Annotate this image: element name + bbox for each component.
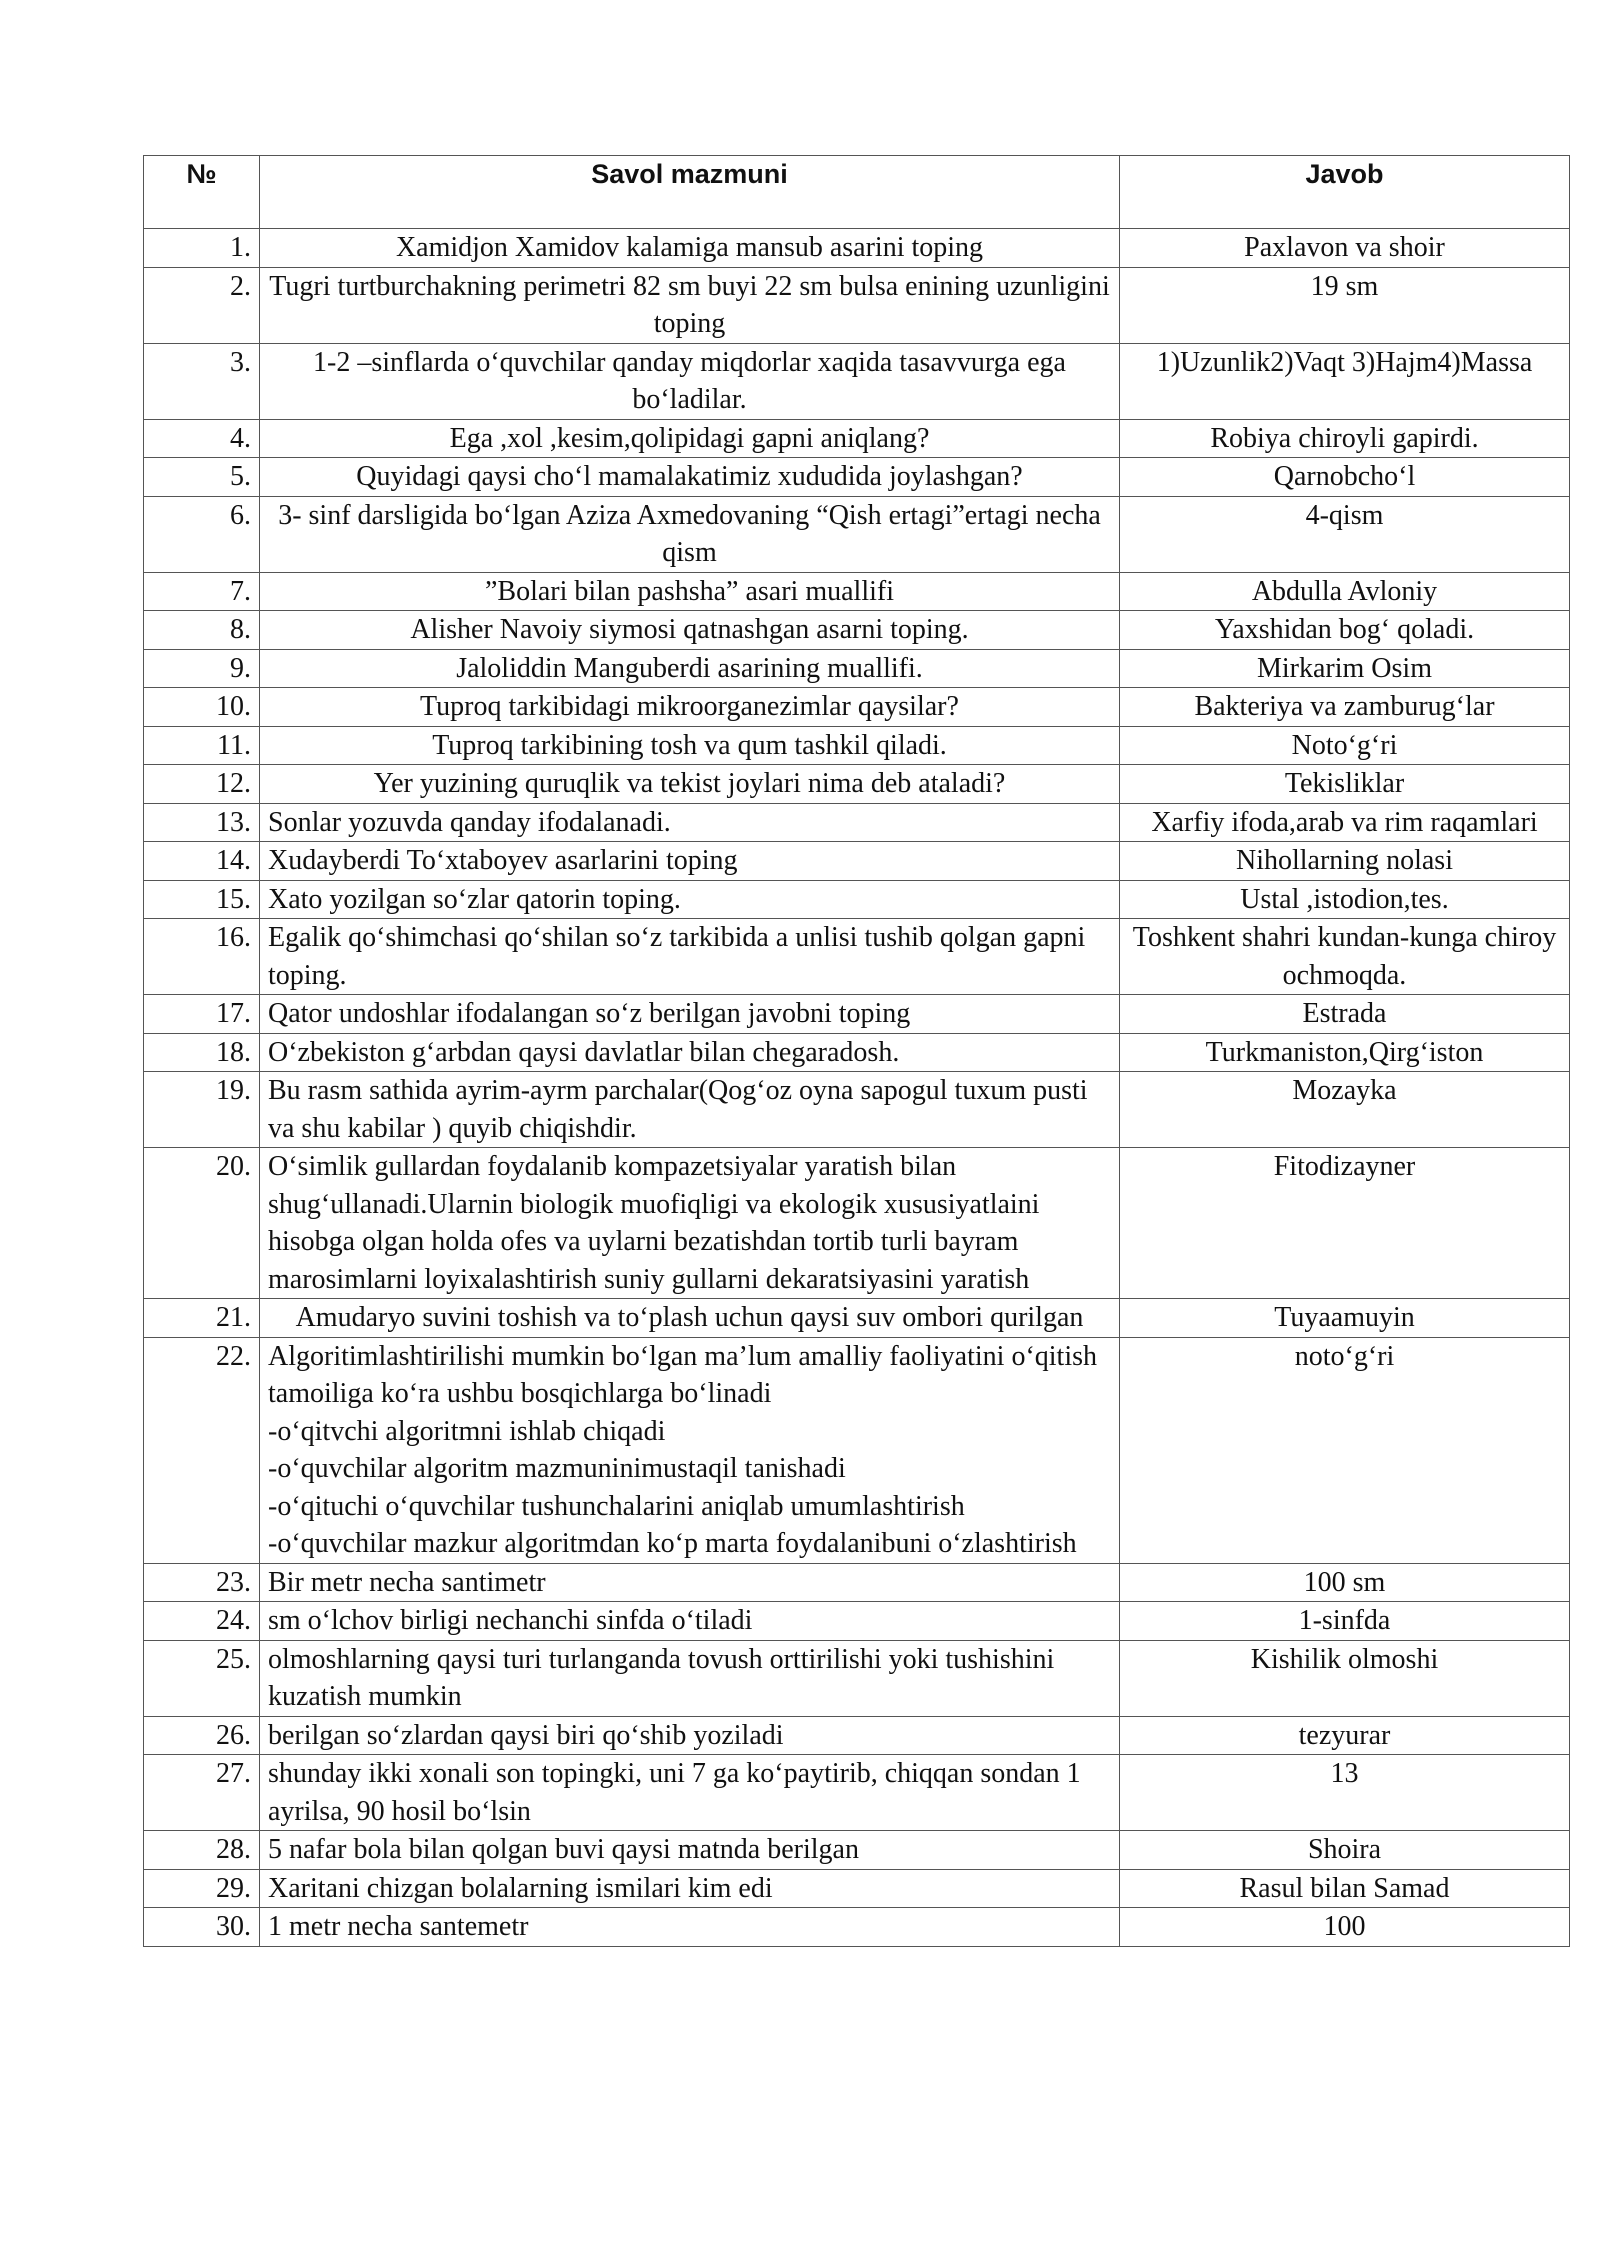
row-question: Quyidagi qaysi cho‘l mamalakatimiz xududida joylashgan?	[260, 458, 1120, 497]
row-answer: 4-qism	[1120, 496, 1570, 572]
row-answer: tezyurar	[1120, 1716, 1570, 1755]
table-row	[144, 726, 1570, 765]
table-row	[144, 1148, 1570, 1299]
table-row	[144, 649, 1570, 688]
row-answer: Rasul bilan Samad	[1120, 1869, 1570, 1908]
row-answer: Bakteriya va zamburug‘lar	[1120, 688, 1570, 727]
table-row	[144, 919, 1570, 995]
table-row	[144, 343, 1570, 419]
row-number: 7.	[144, 572, 260, 611]
row-answer: Qarnobcho‘l	[1120, 458, 1570, 497]
row-number: 28.	[144, 1831, 260, 1870]
row-question: Xudayberdi To‘xtaboyev asarlarini toping	[260, 842, 1120, 881]
row-answer: Estrada	[1120, 995, 1570, 1034]
row-question: Algoritimlashtirilishi mumkin bo‘lgan ma’lum amalliy faoliyatini o‘qitish tamoiliga ko‘ra ushbu bosqichlarga bo‘linadi -o‘qitvchi algoritmni ishlab chiqadi -o‘quvchilar algoritm mazmuninimustaqil tanishadi -o‘qituchi o‘quvchilar tushunchalarini aniqlab umumlashtirish -o‘quvchilar mazkur algoritmdan ko‘p marta foydalanibuni o‘zlashtirish	[260, 1337, 1120, 1563]
header-question: Savol mazmuni	[260, 156, 1120, 229]
row-question: 5 nafar bola bilan qolgan buvi qaysi matnda berilgan	[260, 1831, 1120, 1870]
row-number: 8.	[144, 611, 260, 650]
row-number: 2.	[144, 267, 260, 343]
header-number: №	[144, 156, 260, 229]
table-row	[144, 765, 1570, 804]
row-answer: Paxlavon va shoir	[1120, 229, 1570, 268]
row-answer: Turkmaniston,Qirg‘iston	[1120, 1033, 1570, 1072]
row-answer: Kishilik olmoshi	[1120, 1640, 1570, 1716]
table-row	[144, 803, 1570, 842]
row-answer: Abdulla Avloniy	[1120, 572, 1570, 611]
table-row	[144, 419, 1570, 458]
row-question: Tugri turtburchakning perimetri 82 sm buyi 22 sm bulsa enining uzunligini toping	[260, 267, 1120, 343]
row-question: Tuproq tarkibidagi mikroorganezimlar qaysilar?	[260, 688, 1120, 727]
row-answer: 100	[1120, 1908, 1570, 1947]
table-row	[144, 1869, 1570, 1908]
table-row	[144, 1033, 1570, 1072]
table-row	[144, 229, 1570, 268]
row-number: 3.	[144, 343, 260, 419]
row-question: Yer yuzining quruqlik va tekist joylari nima deb ataladi?	[260, 765, 1120, 804]
table-row	[144, 572, 1570, 611]
row-number: 21.	[144, 1299, 260, 1338]
row-number: 18.	[144, 1033, 260, 1072]
row-number: 25.	[144, 1640, 260, 1716]
row-number: 24.	[144, 1602, 260, 1641]
table-row	[144, 1072, 1570, 1148]
table-row	[144, 688, 1570, 727]
row-question: Sonlar yozuvda qanday ifodalanadi.	[260, 803, 1120, 842]
table-row	[144, 1337, 1570, 1563]
table-row	[144, 1755, 1570, 1831]
row-question: Xaritani chizgan bolalarning ismilari kim edi	[260, 1869, 1120, 1908]
row-question: 1-2 –sinflarda o‘quvchilar qanday miqdorlar xaqida tasavvurga ega bo‘ladilar.	[260, 343, 1120, 419]
table-row	[144, 1563, 1570, 1602]
table-row	[144, 842, 1570, 881]
row-number: 5.	[144, 458, 260, 497]
row-number: 6.	[144, 496, 260, 572]
row-question: Tuproq tarkibining tosh va qum tashkil qiladi.	[260, 726, 1120, 765]
row-answer: Ustal ,istodion,tes.	[1120, 880, 1570, 919]
row-answer: 1)Uzunlik2)Vaqt 3)Hajm4)Massa	[1120, 343, 1570, 419]
row-number: 20.	[144, 1148, 260, 1299]
row-answer: Fitodizayner	[1120, 1148, 1570, 1299]
row-answer: Noto‘g‘ri	[1120, 726, 1570, 765]
table-row	[144, 1831, 1570, 1870]
row-question: shunday ikki xonali son topingki, uni 7 ga ko‘paytirib, chiqqan sondan 1 ayrilsa, 90 hosil bo‘lsin	[260, 1755, 1120, 1831]
row-answer: Xarfiy ifoda,arab va rim raqamlari	[1120, 803, 1570, 842]
row-question: Bu rasm sathida ayrim-ayrm parchalar(Qog‘oz oyna sapogul tuxum pusti va shu kabilar ) quyib chiqishdir.	[260, 1072, 1120, 1148]
row-answer: 19 sm	[1120, 267, 1570, 343]
row-question: Amudaryo suvini toshish va to‘plash uchun qaysi suv ombori qurilgan	[260, 1299, 1120, 1338]
row-answer: Yaxshidan bog‘ qoladi.	[1120, 611, 1570, 650]
row-number: 9.	[144, 649, 260, 688]
table-row	[144, 1602, 1570, 1641]
table-row	[144, 611, 1570, 650]
row-answer: Shoira	[1120, 1831, 1570, 1870]
row-answer: Mozayka	[1120, 1072, 1570, 1148]
row-question: 3- sinf darsligida bo‘lgan Aziza Axmedovaning “Qish ertagi”ertagi necha qism	[260, 496, 1120, 572]
row-question: ”Bolari bilan pashsha” asari muallifi	[260, 572, 1120, 611]
row-number: 22.	[144, 1337, 260, 1563]
row-number: 10.	[144, 688, 260, 727]
table-row	[144, 995, 1570, 1034]
row-number: 1.	[144, 229, 260, 268]
row-answer: Toshkent shahri kundan-kunga chiroy ochmoqda.	[1120, 919, 1570, 995]
row-number: 12.	[144, 765, 260, 804]
row-question: Ega ,xol ,kesim,qolipidagi gapni aniqlang?	[260, 419, 1120, 458]
row-answer: Tekisliklar	[1120, 765, 1570, 804]
row-number: 23.	[144, 1563, 260, 1602]
row-answer: Tuyaamuyin	[1120, 1299, 1570, 1338]
questions-table	[143, 155, 1570, 1947]
row-question: Xato yozilgan so‘zlar qatorin toping.	[260, 880, 1120, 919]
row-answer: Mirkarim Osim	[1120, 649, 1570, 688]
table-header-row	[144, 156, 1570, 229]
row-number: 29.	[144, 1869, 260, 1908]
table-row	[144, 1299, 1570, 1338]
row-number: 15.	[144, 880, 260, 919]
row-question: Jaloliddin Manguberdi asarining muallifi.	[260, 649, 1120, 688]
row-question: 1 metr necha santemetr	[260, 1908, 1120, 1947]
row-number: 13.	[144, 803, 260, 842]
row-number: 11.	[144, 726, 260, 765]
row-answer: 13	[1120, 1755, 1570, 1831]
row-number: 17.	[144, 995, 260, 1034]
row-number: 19.	[144, 1072, 260, 1148]
table-row	[144, 1716, 1570, 1755]
row-number: 4.	[144, 419, 260, 458]
row-answer: Nihollarning nolasi	[1120, 842, 1570, 881]
row-number: 16.	[144, 919, 260, 995]
row-question: O‘simlik gullardan foydalanib kompazetsiyalar yaratish bilan shug‘ullanadi.Ularnin biologik muofiqligi va ekologik xususiyatlaini hisobga olgan holda ofes va uylarni bezatishdan tortib turli bayram marosimlarni loyixalashtirish suniy gullarni dekaratsiyasini yaratish	[260, 1148, 1120, 1299]
row-question: olmoshlarning qaysi turi turlanganda tovush orttirilishi yoki tushishini kuzatish mumkin	[260, 1640, 1120, 1716]
table-row	[144, 1640, 1570, 1716]
row-question: berilgan so‘zlardan qaysi biri qo‘shib yoziladi	[260, 1716, 1120, 1755]
row-question: Xamidjon Xamidov kalamiga mansub asarini toping	[260, 229, 1120, 268]
row-number: 27.	[144, 1755, 260, 1831]
row-answer: noto‘g‘ri	[1120, 1337, 1570, 1563]
header-answer: Javob	[1120, 156, 1570, 229]
table-row	[144, 1908, 1570, 1947]
row-question: O‘zbekiston g‘arbdan qaysi davlatlar bilan chegaradosh.	[260, 1033, 1120, 1072]
row-question: Bir metr necha santimetr	[260, 1563, 1120, 1602]
table-row	[144, 496, 1570, 572]
row-answer: 1-sinfda	[1120, 1602, 1570, 1641]
row-number: 30.	[144, 1908, 260, 1947]
table-row	[144, 880, 1570, 919]
row-number: 14.	[144, 842, 260, 881]
row-number: 26.	[144, 1716, 260, 1755]
row-question: Qator undoshlar ifodalangan so‘z berilgan javobni toping	[260, 995, 1120, 1034]
table-row	[144, 267, 1570, 343]
row-answer: Robiya chiroyli gapirdi.	[1120, 419, 1570, 458]
row-question: Egalik qo‘shimchasi qo‘shilan so‘z tarkibida a unlisi tushib qolgan gapni toping.	[260, 919, 1120, 995]
row-answer: 100 sm	[1120, 1563, 1570, 1602]
table-body	[144, 229, 1570, 1947]
row-question: Alisher Navoiy siymosi qatnashgan asarni toping.	[260, 611, 1120, 650]
table-row	[144, 458, 1570, 497]
row-question: sm o‘lchov birligi nechanchi sinfda o‘tiladi	[260, 1602, 1120, 1641]
